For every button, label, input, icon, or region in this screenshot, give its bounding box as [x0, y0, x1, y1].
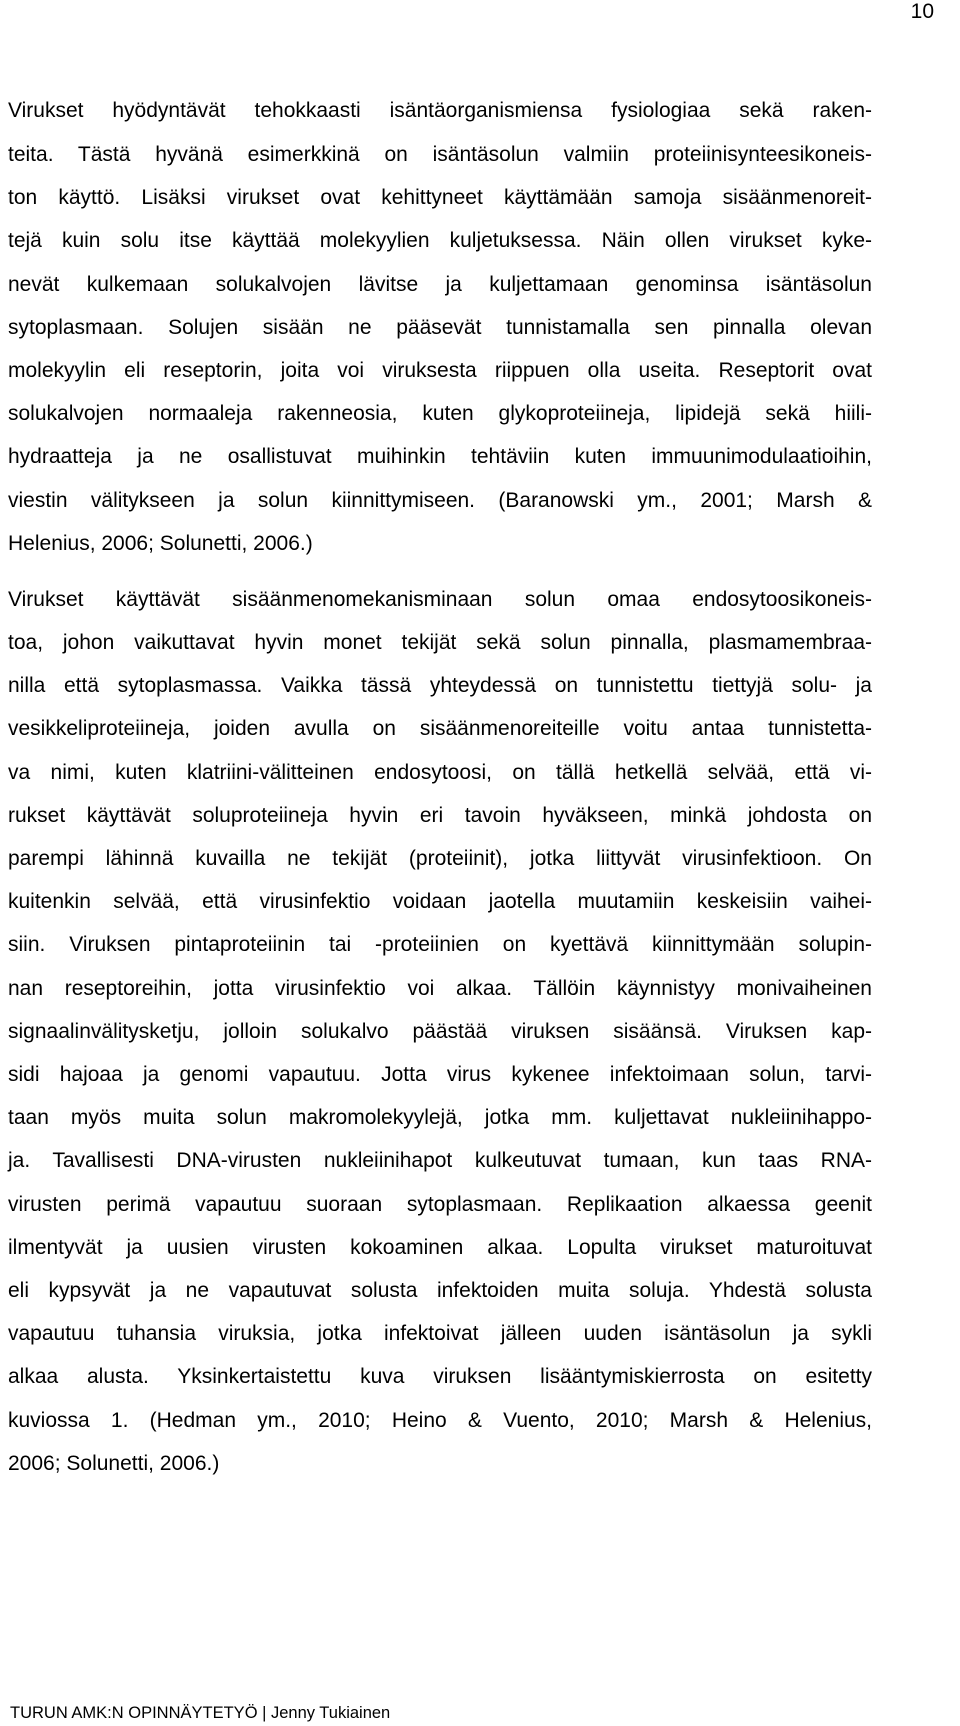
text-line: eli kypsyvät ja ne vapautuvat solusta infektoiden muita soluja. Yhdestä solusta — [8, 1279, 872, 1302]
text-line: va nimi, kuten klatriini-välitteinen endosytoosi, on tällä hetkellä selvää, että vi- — [8, 761, 872, 784]
text-line: hydraatteja ja ne osallistuvat muihinkin tehtäviin kuten immuunimodulaatioihin, — [8, 445, 872, 468]
text-line: sytoplasmaan. Solujen sisään ne pääsevät tunnistamalla sen pinnalla olevan — [8, 316, 872, 339]
text-line: ilmentyvät ja uusien virusten kokoaminen alkaa. Lopulta virukset maturoituvat — [8, 1236, 872, 1259]
text-line: vapautuu tuhansia viruksia, jotka infektoivat jälleen uuden isäntäsolun ja sykli — [8, 1322, 872, 1345]
text-line: sidi hajoaa ja genomi vapautuu. Jotta virus kykenee infektoimaan solun, tarvi- — [8, 1063, 872, 1086]
text-line: nilla että sytoplasmassa. Vaikka tässä yhteydessä on tunnistettu tiettyjä solu- ja — [8, 674, 872, 697]
text-line: Virukset käyttävät sisäänmenomekanisminaan solun omaa endosytoosikoneis- — [8, 588, 872, 611]
text-line: siin. Viruksen pintaproteiinin tai -proteiinien on kyettävä kiinnittymään solupin- — [8, 933, 872, 956]
text-line: parempi lähinnä kuvailla ne tekijät (proteiinit), jotka liittyvät virusinfektioon. On — [8, 847, 872, 870]
text-line: 2006; Solunetti, 2006.) — [8, 1452, 220, 1475]
text-line: tejä kuin solu itse käyttää molekyylien kuljetuksessa. Näin ollen virukset kyke- — [8, 229, 872, 252]
text-line: signaalinvälitysketju, jolloin solukalvo päästää viruksen sisäänsä. Viruksen kap- — [8, 1020, 872, 1043]
text-line: toa, johon vaikuttavat hyvin monet tekijät sekä solun pinnalla, plasmamembraa- — [8, 631, 872, 654]
text-line: teita. Tästä hyvänä esimerkkinä on isäntäsolun valmiin proteiinisynteesikoneis- — [8, 143, 872, 166]
text-line: alkaa alusta. Yksinkertaistettu kuva viruksen lisääntymiskierrosta on esitetty — [8, 1365, 872, 1388]
text-line: vesikkeliproteiineja, joiden avulla on sisäänmenoreiteille voitu antaa tunnistetta- — [8, 717, 872, 740]
text-line: nan reseptoreihin, jotta virusinfektio voi alkaa. Tällöin käynnistyy monivaiheinen — [8, 977, 872, 1000]
text-line: nevät kulkemaan solukalvojen lävitse ja kuljettamaan genominsa isäntäsolun — [8, 273, 872, 296]
text-line: solukalvojen normaaleja rakenneosia, kuten glykoproteiineja, lipidejä sekä hiili- — [8, 402, 872, 425]
text-line: Helenius, 2006; Solunetti, 2006.) — [8, 532, 313, 555]
footer: TURUN AMK:N OPINNÄYTETYÖ | Jenny Tukiainen — [10, 1704, 391, 1722]
text-line: kuitenkin selvää, että virusinfektio voidaan jaotella muutamiin keskeisiin vaihei- — [8, 890, 872, 913]
text-line: virusten perimä vapautuu suoraan sytoplasmaan. Replikaation alkaessa geenit — [8, 1193, 872, 1216]
text-line: molekyylin eli reseptorin, joita voi viruksesta riippuen olla useita. Reseptorit ovat — [8, 359, 872, 382]
text-line: ton käyttö. Lisäksi virukset ovat kehittyneet käyttämään samoja sisäänmenoreit- — [8, 186, 872, 209]
page-number: 10 — [910, 0, 934, 23]
text-line: ja. Tavallisesti DNA-virusten nukleiinihapot kulkeutuvat tumaan, kun taas RNA- — [8, 1149, 872, 1172]
text-line: Virukset hyödyntävät tehokkaasti isäntäorganismiensa fysiologiaa sekä raken- — [8, 99, 872, 122]
text-line: viestin välitykseen ja solun kiinnittymiseen. (Baranowski ym., 2001; Marsh & — [8, 489, 872, 512]
text-line: taan myös muita solun makromolekyylejä, jotka mm. kuljettavat nukleiinihappo- — [8, 1106, 872, 1129]
text-line: kuviossa 1. (Hedman ym., 2010; Heino & Vuento, 2010; Marsh & Helenius, — [8, 1409, 872, 1432]
text-line: rukset käyttävät soluproteiineja hyvin eri tavoin hyväkseen, minkä johdosta on — [8, 804, 872, 827]
